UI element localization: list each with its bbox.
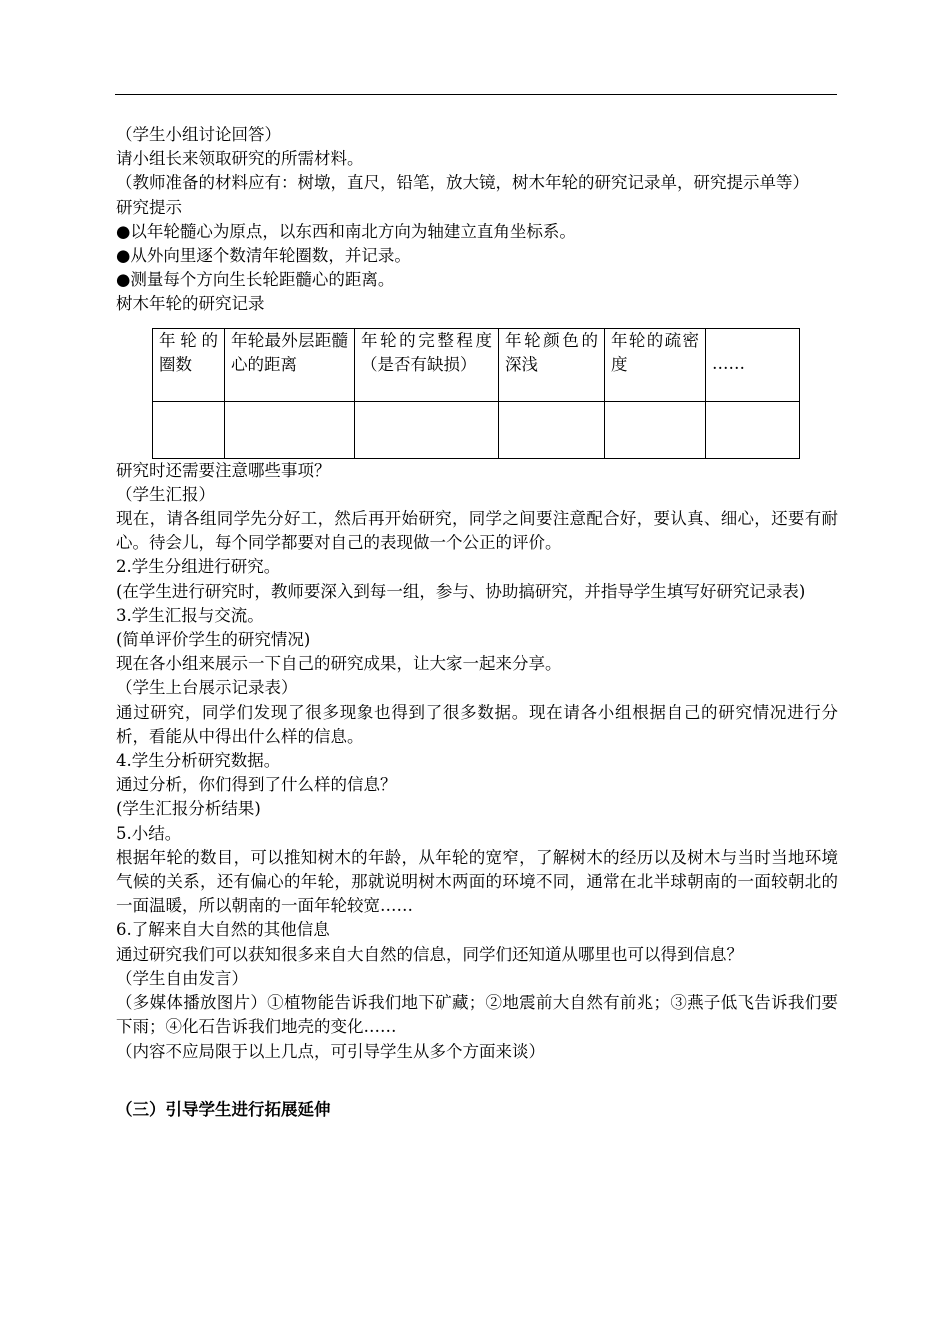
paragraph: （多媒体播放图片）①植物能告诉我们地下矿藏；②地震前大自然有前兆；③燕子低飞告诉我们要下雨；④化石告诉我们地壳的变化……: [116, 993, 838, 1037]
paragraph: 通过研究我们可以获知很多来自大自然的信息，同学们还知道从哪里也可以得到信息？: [116, 944, 743, 964]
table-cell: [355, 401, 499, 458]
table-header-cell: 年轮的完整程度（是否有缺损）: [355, 328, 499, 401]
paragraph: 通过分析，你们得到了什么样的信息？: [116, 775, 397, 795]
table-header-cell: 年轮最外层距髓心的距离: [225, 328, 355, 401]
table-header-cell: 年轮的疏密度: [605, 328, 706, 401]
document-body: [116, 123, 838, 1122]
record-table: [152, 328, 800, 459]
bullet-item: ●以年轮髓心为原点，以东西和南北方向为轴建立直角坐标系。: [116, 221, 576, 241]
record-table-wrapper: [152, 328, 838, 459]
paragraph: (学生汇报分析结果): [116, 799, 261, 819]
paragraph: （内容不应局限于以上几点，可引导学生从多个方面来谈）: [116, 1041, 545, 1061]
paragraph: （学生汇报）: [116, 484, 215, 504]
paragraph: 4.学生分析研究数据。: [116, 751, 281, 771]
table-caption: 树木年轮的研究记录: [116, 294, 265, 314]
section-heading: （三）引导学生进行拓展延伸: [116, 1099, 331, 1119]
paragraph: 通过研究，同学们发现了很多现象也得到了很多数据。现在请各小组根据自己的研究情况进行分析，看能从中得出什么样的信息。: [116, 702, 838, 746]
paragraph: （学生上台展示记录表）: [116, 678, 298, 698]
table-cell: [225, 401, 355, 458]
paragraph: （学生小组讨论回答）: [116, 125, 281, 144]
paragraph: 现在各小组来展示一下自己的研究成果，让大家一起来分享。: [116, 654, 562, 674]
paragraph: 6.了解来自大自然的其他信息: [116, 920, 330, 940]
table-cell: [605, 401, 706, 458]
paragraph: 研究时还需要注意哪些事项？: [116, 460, 331, 480]
table-row: [153, 401, 800, 458]
table-header-cell: 年轮的圈数: [153, 328, 225, 401]
paragraph: （教师准备的材料应有：树墩，直尺，铅笔，放大镜，树木年轮的研究记录单，研究提示单等）: [116, 173, 809, 193]
header-rule: [115, 94, 837, 95]
paragraph: 请小组长来领取研究的所需材料。: [116, 149, 364, 169]
table-header-cell: 年轮颜色的深浅: [499, 328, 605, 401]
paragraph: 3.学生汇报与交流。: [116, 605, 264, 625]
paragraph: 5.小结。: [116, 823, 182, 843]
paragraph: 现在，请各组同学先分好工，然后再开始研究，同学之间要注意配合好，要认真、细心，还要有耐心。待会儿，每个同学都要对自己的表现做一个公正的评价。: [116, 509, 838, 553]
paragraph: （学生自由发言）: [116, 968, 248, 988]
table-header-row: [153, 328, 800, 401]
bullet-item: ●测量每个方向生长轮距髓心的距离。: [116, 270, 395, 290]
table-cell: [706, 401, 800, 458]
bullet-item: ●从外向里逐个数清年轮圈数，并记录。: [116, 246, 411, 266]
paragraph-heading: 研究提示: [116, 197, 182, 217]
table-cell: [153, 401, 225, 458]
paragraph: (在学生进行研究时，教师要深入到每一组，参与、协助搞研究，并指导学生填写好研究记录表): [116, 581, 806, 601]
paragraph: 2.学生分组进行研究。: [116, 557, 281, 577]
spacer: [116, 1064, 838, 1090]
paragraph: (简单评价学生的研究情况): [116, 630, 311, 650]
table-cell: [499, 401, 605, 458]
paragraph: 根据年轮的数目，可以推知树木的年龄，从年轮的宽窄，了解树木的经历以及树木与当时当地环境气候的关系，还有偏心的年轮，那就说明树木两面的环境不同，通常在北半球朝南的一面较朝北的一面温暖，所以朝南的一面年轮较宽……: [116, 847, 838, 916]
table-header-cell: ……: [706, 328, 800, 401]
